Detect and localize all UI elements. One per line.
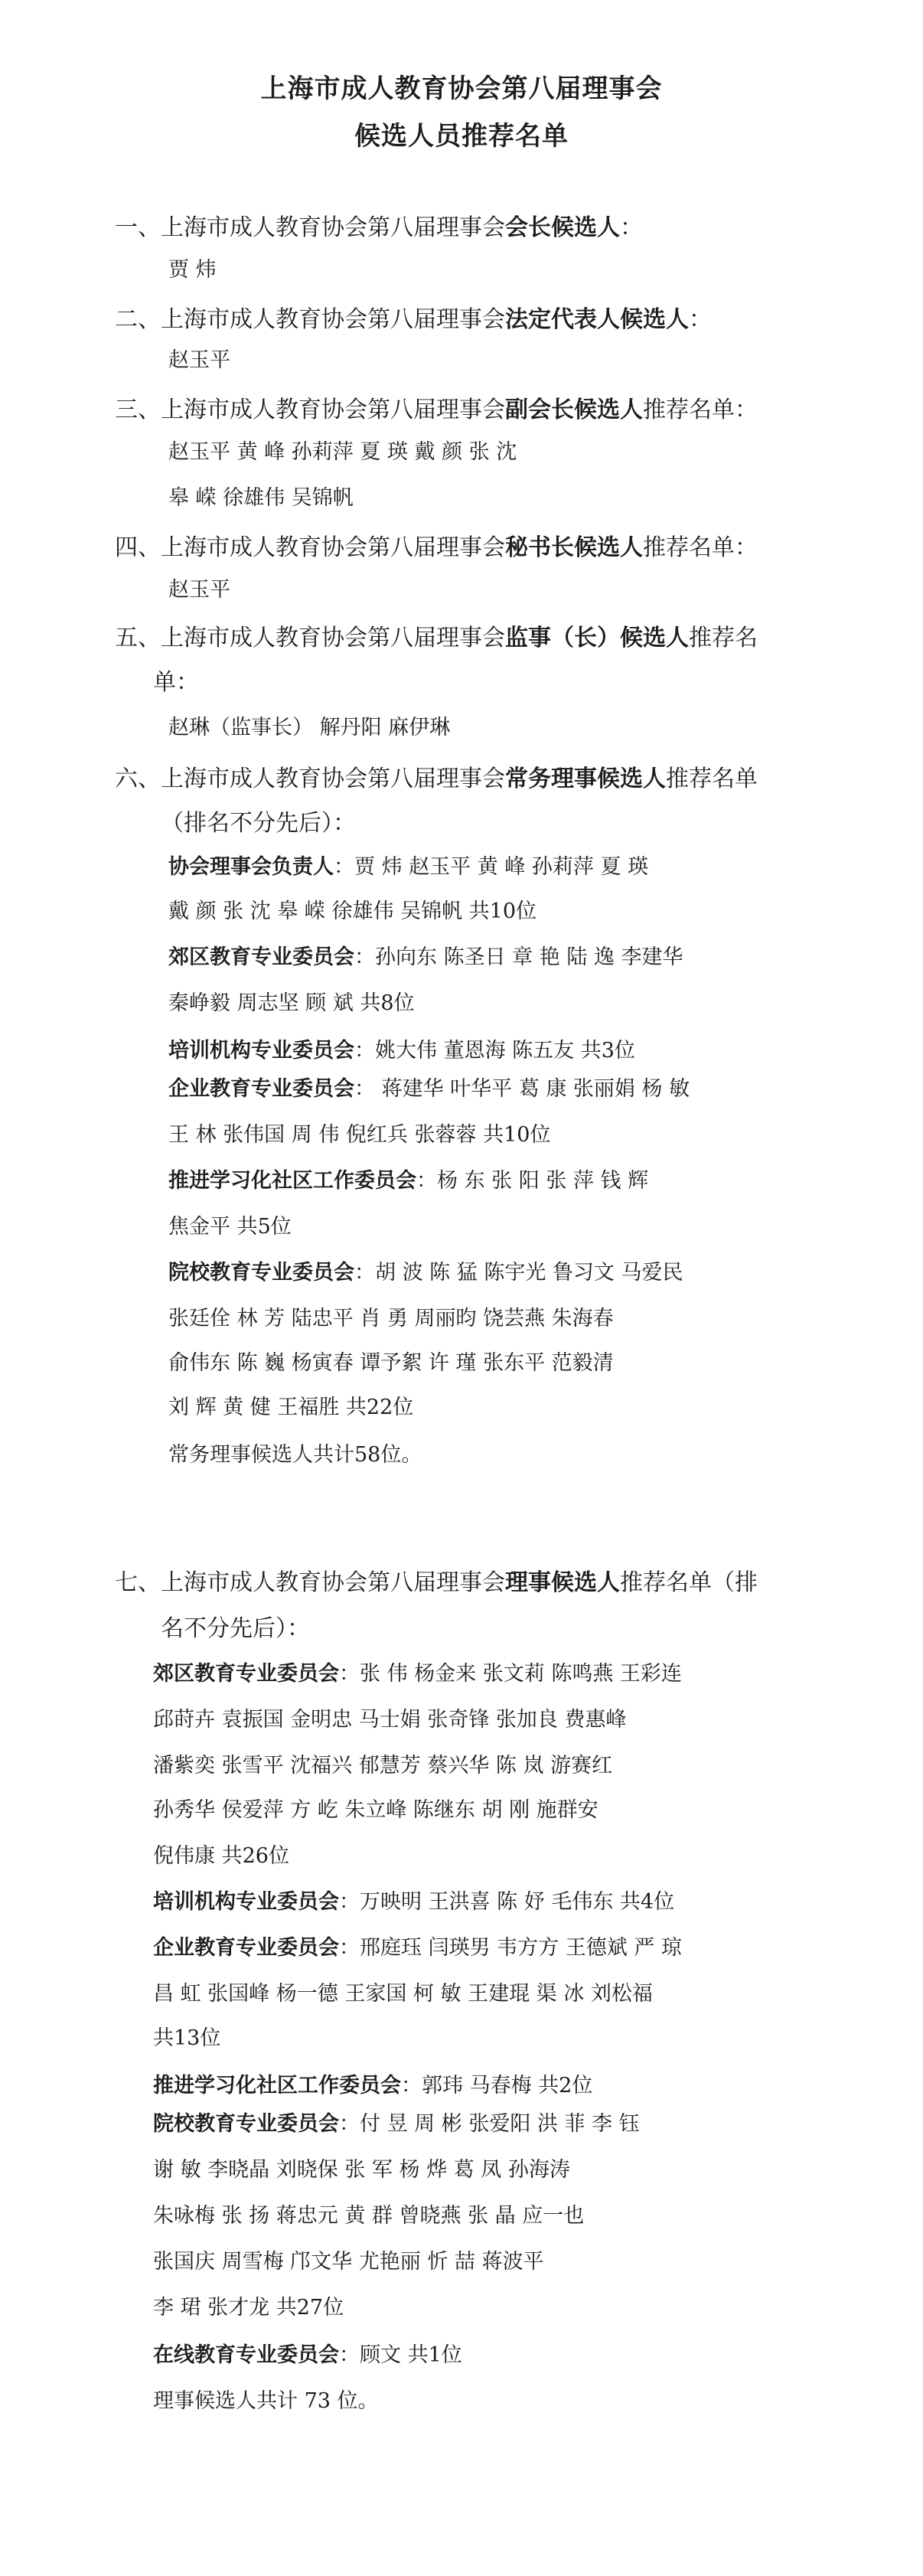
- s7-group-suburban-line: 孙秀华 侯爱萍 方 屹 朱立峰 陈继东 胡 刚 施群安: [153, 1798, 598, 1822]
- s7-group-suburban-line: 邱莳卉 袁振国 金明忠 马士娟 张奇锋 张加良 费惠峰: [153, 1708, 627, 1732]
- section-5-names: 赵琳（监事长） 解丹阳 麻伊琳: [168, 716, 451, 739]
- s7-group-college-line: 张国庆 周雪梅 邝文华 尤艳丽 忻 喆 蒋波平: [153, 2250, 544, 2274]
- s6-group-leaders-line: 戴 颜 张 沈 皋 嵘 徐雄伟 吴锦帆 共10位: [168, 899, 537, 923]
- s7-group-community: 推进学习化社区工作委员会：郭玮 马春梅 共2位: [153, 2074, 593, 2098]
- section-4-names: 赵玉平: [168, 578, 230, 602]
- section-5-heading-cont: 单：: [153, 669, 199, 696]
- section-7-heading: 七、上海市成人教育协会第八届理事会理事候选人推荐名单（排: [115, 1569, 758, 1596]
- s7-group-suburban-line: 倪伟康 共26位: [153, 1844, 289, 1868]
- section-3-names-line: 赵玉平 黄 峰 孙莉萍 夏 瑛 戴 颜 张 沈: [168, 440, 517, 464]
- section-7-heading-cont: 名不分先后）：: [161, 1615, 310, 1642]
- s6-group-suburban-line: 秦峥毅 周志坚 顾 斌 共8位: [168, 991, 415, 1015]
- s7-group-enterprise-line: 昌 虹 张国峰 杨一德 王家国 柯 敏 王建琨 渠 冰 刘松福: [153, 1982, 653, 2006]
- s7-group-college-line: 朱咏梅 张 扬 蒋忠元 黄 群 曾晓燕 张 晶 应一也: [153, 2204, 585, 2228]
- section-6-heading: 六、上海市成人教育协会第八届理事会常务理事候选人推荐名单: [115, 766, 758, 792]
- s6-group-community: 推进学习化社区工作委员会：杨 东 张 阳 张 萍 钱 辉: [168, 1169, 649, 1193]
- s7-group-college: 院校教育专业委员会：付 昱 周 彬 张爱阳 洪 菲 李 钰: [153, 2112, 640, 2136]
- s6-group-leaders: 协会理事会负责人：贾 炜 赵玉平 黄 峰 孙莉萍 夏 瑛: [168, 855, 649, 879]
- s7-group-suburban-line: 潘紫奕 张雪平 沈福兴 郁慧芳 蔡兴华 陈 岚 游赛红: [153, 1754, 613, 1778]
- section-3-heading: 三、上海市成人教育协会第八届理事会副会长候选人推荐名单：: [115, 397, 758, 423]
- s7-group-online: 在线教育专业委员会：顾文 共1位: [153, 2343, 462, 2367]
- s6-total: 常务理事候选人共计58位。: [168, 1443, 422, 1467]
- section-1-heading: 一、上海市成人教育协会第八届理事会会长候选人：: [115, 214, 643, 241]
- s6-group-enterprise: 企业教育专业委员会： 蒋建华 叶华平 葛 康 张丽娟 杨 敏: [168, 1077, 690, 1101]
- section-2-names: 赵玉平: [168, 348, 230, 372]
- s6-group-college: 院校教育专业委员会：胡 波 陈 猛 陈宇光 鲁习文 马爱民: [168, 1261, 683, 1285]
- section-2-heading: 二、上海市成人教育协会第八届理事会法定代表人候选人：: [115, 306, 712, 333]
- s7-group-suburban: 郊区教育专业委员会：张 伟 杨金来 张文莉 陈鸣燕 王彩连: [153, 1662, 682, 1686]
- s6-group-college-line: 张廷佺 林 芳 陆忠平 肖 勇 周丽昀 饶芸燕 朱海春: [168, 1307, 614, 1330]
- s6-group-college-line: 刘 辉 黄 健 王福胜 共22位: [168, 1396, 414, 1419]
- section-6-heading-cont: （排名不分先后）：: [161, 810, 356, 837]
- s6-group-college-line: 俞伟东 陈 巍 杨寅春 谭予絮 许 瑾 张东平 范毅清: [168, 1351, 614, 1375]
- s6-group-enterprise-line: 王 林 张伟国 周 伟 倪红兵 张蓉蓉 共10位: [168, 1123, 551, 1147]
- s6-group-suburban: 郊区教育专业委员会：孙向东 陈圣日 章 艳 陆 逸 李建华: [168, 945, 683, 969]
- s7-group-college-line: 李 珺 张才龙 共27位: [153, 2296, 344, 2320]
- section-1-names: 贾 炜: [168, 258, 217, 282]
- s6-group-training: 培训机构专业委员会：姚大伟 董恩海 陈五友 共3位: [168, 1039, 635, 1063]
- s7-total: 理事候选人共计 73 位。: [153, 2389, 379, 2413]
- s7-group-enterprise: 企业教育专业委员会：邢庭珏 闫瑛男 韦方方 王德斌 严 琼: [153, 1936, 682, 1960]
- s6-group-community-line: 焦金平 共5位: [168, 1215, 292, 1239]
- section-4-heading: 四、上海市成人教育协会第八届理事会秘书长候选人推荐名单：: [115, 534, 758, 561]
- section-3-names-line: 皋 嵘 徐雄伟 吴锦帆: [168, 486, 354, 510]
- s7-group-enterprise-line: 共13位: [153, 2026, 221, 2050]
- s7-group-training: 培训机构专业委员会：万映明 王洪喜 陈 妤 毛伟东 共4位: [153, 1890, 675, 1914]
- section-5-heading: 五、上海市成人教育协会第八届理事会监事（长）候选人推荐名: [115, 625, 758, 651]
- document-title-line-1: 上海市成人教育协会第八届理事会: [260, 73, 663, 104]
- document-title-line-2: 候选人员推荐名单: [354, 121, 569, 152]
- s7-group-college-line: 谢 敏 李晓晶 刘晓保 张 军 杨 烨 葛 凤 孙海涛: [153, 2158, 570, 2182]
